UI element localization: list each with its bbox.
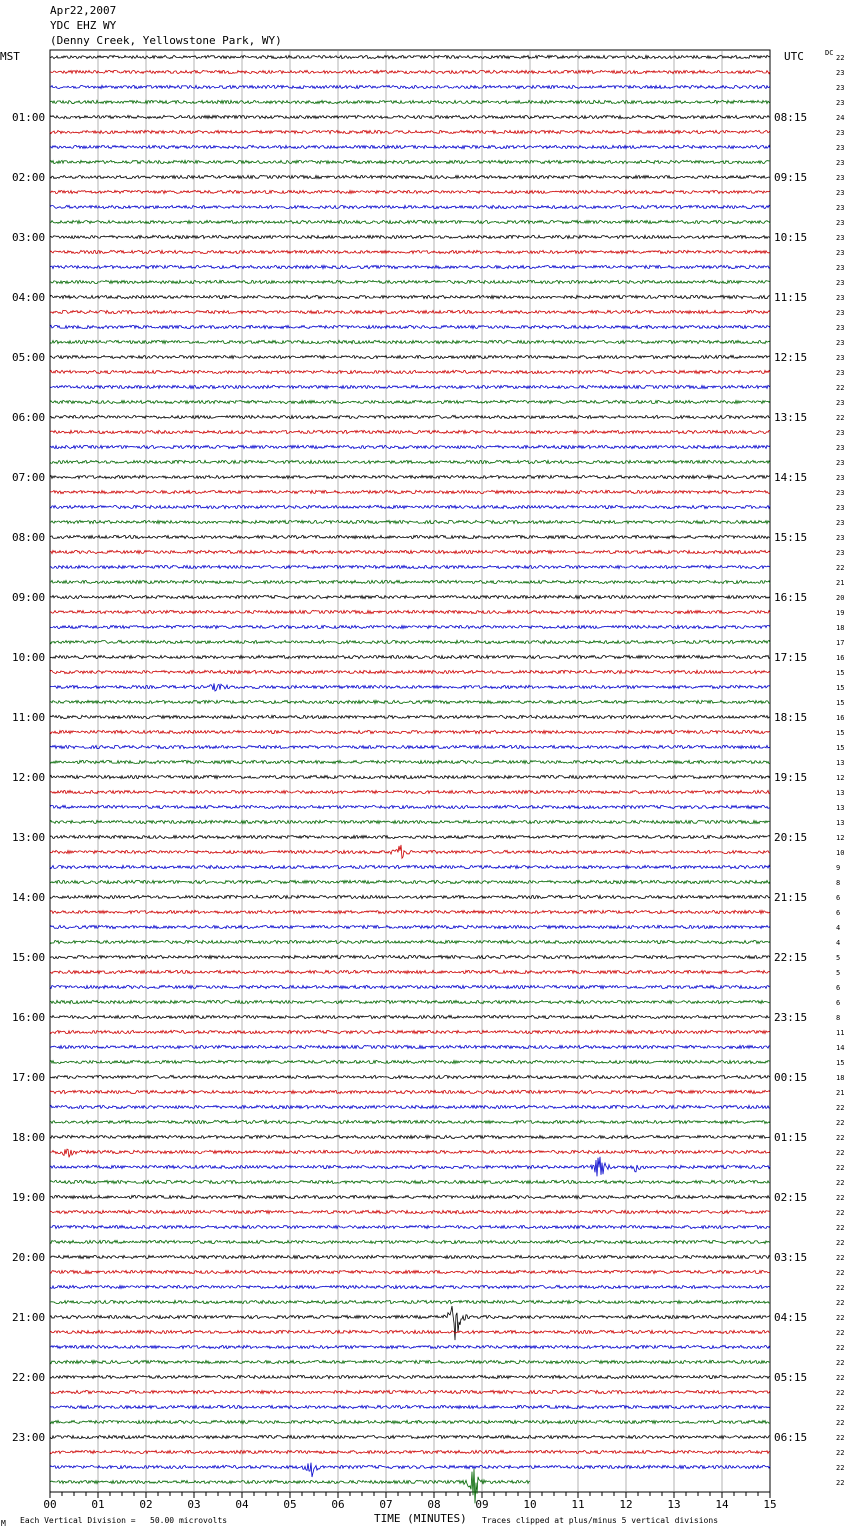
trace-row bbox=[50, 1157, 770, 1177]
header-location: (Denny Creek, Yellowstone Park, WY) bbox=[50, 34, 282, 47]
x-tick-label: 14 bbox=[715, 1498, 729, 1511]
dc-offset-label: 22 bbox=[836, 1224, 845, 1232]
dc-offset-label: 23 bbox=[836, 144, 845, 152]
trace-row bbox=[50, 445, 770, 448]
dc-offset-label: 23 bbox=[836, 69, 845, 77]
trace-row bbox=[50, 55, 770, 58]
dc-offset-label: 22 bbox=[836, 414, 845, 422]
trace-row bbox=[50, 1330, 770, 1333]
trace-row bbox=[50, 1405, 770, 1408]
trace-row bbox=[50, 670, 770, 673]
x-axis-title: TIME (MINUTES) bbox=[374, 1512, 467, 1525]
dc-offset-label: 23 bbox=[836, 249, 845, 257]
dc-offset-label: 22 bbox=[836, 54, 845, 62]
dc-offset-label: 9 bbox=[836, 864, 841, 872]
trace-row bbox=[50, 1180, 770, 1183]
footer-scale-prefix: M bbox=[1, 1519, 6, 1528]
dc-offset-label: 22 bbox=[836, 1434, 845, 1442]
dc-offset-label: 22 bbox=[836, 1314, 845, 1322]
trace-row bbox=[50, 565, 770, 568]
left-hour-label: 04:00 bbox=[12, 291, 46, 304]
trace-row bbox=[50, 190, 770, 193]
dc-offset-label: 12 bbox=[836, 774, 845, 782]
right-hour-label: 14:15 bbox=[774, 471, 808, 484]
dc-offset-label: 22 bbox=[836, 1344, 845, 1352]
dc-offset-label: 22 bbox=[836, 1389, 845, 1397]
trace-row bbox=[50, 1210, 770, 1213]
dc-label: DC bbox=[825, 49, 834, 57]
left-hour-label: 14:00 bbox=[12, 891, 46, 904]
dc-offset-label: 23 bbox=[836, 474, 845, 482]
x-tick-label: 01 bbox=[91, 1498, 105, 1511]
right-hour-label: 06:15 bbox=[774, 1431, 808, 1444]
trace-row bbox=[50, 1450, 770, 1453]
dc-offset-label: 22 bbox=[836, 1329, 845, 1337]
right-hour-label: 02:15 bbox=[774, 1191, 808, 1204]
trace-row bbox=[50, 1060, 770, 1063]
trace-row bbox=[50, 400, 770, 403]
trace-row bbox=[50, 730, 770, 733]
right-hour-label: 19:15 bbox=[774, 771, 808, 784]
dc-offset-label: 22 bbox=[836, 1254, 845, 1262]
trace-row bbox=[50, 580, 770, 583]
left-hour-label: 16:00 bbox=[12, 1011, 46, 1024]
x-tick-label: 11 bbox=[571, 1498, 585, 1511]
dc-offset-label: 22 bbox=[836, 1464, 845, 1472]
right-hour-label: 08:15 bbox=[774, 111, 808, 124]
x-tick-label: 15 bbox=[763, 1498, 777, 1511]
trace-row bbox=[50, 1075, 770, 1078]
trace-row bbox=[50, 1135, 770, 1138]
dc-offset-label: 6 bbox=[836, 894, 841, 902]
trace-row bbox=[50, 490, 770, 493]
trace-row bbox=[50, 70, 770, 73]
trace-row bbox=[50, 940, 770, 943]
trace-row bbox=[50, 700, 770, 703]
dc-offset-label: 6 bbox=[836, 984, 841, 992]
dc-offset-label: 23 bbox=[836, 489, 845, 497]
x-tick-label: 08 bbox=[427, 1498, 441, 1511]
trace-row bbox=[50, 655, 770, 658]
right-hour-label: 05:15 bbox=[774, 1371, 808, 1384]
dc-offset-label: 20 bbox=[836, 594, 845, 602]
trace-row bbox=[50, 460, 770, 463]
footer-scale-note: Each Vertical Division = 50.00 microvolts bbox=[20, 1516, 228, 1525]
dc-offset-label: 16 bbox=[836, 714, 845, 722]
dc-offset-label: 23 bbox=[836, 294, 845, 302]
left-hour-label: 09:00 bbox=[12, 591, 46, 604]
trace-row bbox=[50, 970, 770, 973]
header-station: YDC EHZ WY bbox=[50, 19, 117, 32]
dc-offset-label: 15 bbox=[836, 744, 845, 752]
trace-row bbox=[50, 370, 770, 373]
trace-row bbox=[50, 1375, 770, 1378]
right-hour-label: 09:15 bbox=[774, 171, 808, 184]
dc-offset-label: 23 bbox=[836, 279, 845, 287]
dc-offset-label: 13 bbox=[836, 819, 845, 827]
dc-offset-label: 19 bbox=[836, 609, 845, 617]
dc-offset-label: 23 bbox=[836, 129, 845, 137]
left-hour-label: 05:00 bbox=[12, 351, 46, 364]
trace-row bbox=[50, 805, 770, 808]
right-hour-label: 01:15 bbox=[774, 1131, 808, 1144]
dc-offset-label: 23 bbox=[836, 189, 845, 197]
dc-offset-label: 23 bbox=[836, 459, 845, 467]
dc-offset-label: 23 bbox=[836, 84, 845, 92]
dc-offset-label: 22 bbox=[836, 1119, 845, 1127]
right-hour-label: 10:15 bbox=[774, 231, 808, 244]
dc-offset-label: 23 bbox=[836, 339, 845, 347]
dc-offset-label: 23 bbox=[836, 399, 845, 407]
trace-row bbox=[50, 235, 770, 238]
trace-row bbox=[50, 415, 770, 418]
right-hour-label: 13:15 bbox=[774, 411, 808, 424]
trace-row bbox=[50, 85, 770, 88]
right-hour-label: 18:15 bbox=[774, 711, 808, 724]
trace-row bbox=[50, 220, 770, 223]
chart-traces bbox=[50, 55, 770, 1503]
dc-offset-label: 22 bbox=[836, 564, 845, 572]
dc-offset-label: 14 bbox=[836, 1044, 845, 1052]
dc-offset-label: 23 bbox=[836, 204, 845, 212]
dc-offset-label: 23 bbox=[836, 504, 845, 512]
trace-row bbox=[50, 145, 770, 148]
dc-offset-label: 11 bbox=[836, 1029, 845, 1037]
trace-row bbox=[50, 1360, 770, 1363]
x-tick-label: 13 bbox=[667, 1498, 681, 1511]
dc-offset-label: 22 bbox=[836, 1404, 845, 1412]
dc-offset-label: 23 bbox=[836, 219, 845, 227]
right-hour-label: 03:15 bbox=[774, 1251, 808, 1264]
trace-row bbox=[50, 595, 770, 598]
x-tick-label: 04 bbox=[235, 1498, 249, 1511]
right-hour-label: 12:15 bbox=[774, 351, 808, 364]
dc-offset-label: 23 bbox=[836, 174, 845, 182]
dc-offset-label: 18 bbox=[836, 1074, 845, 1082]
x-tick-label: 12 bbox=[619, 1498, 633, 1511]
left-hour-label: 02:00 bbox=[12, 171, 46, 184]
footer-clip-note: Traces clipped at plus/minus 5 vertical divisions bbox=[482, 1516, 719, 1525]
dc-offset-label: 22 bbox=[836, 1299, 845, 1307]
x-tick-label: 02 bbox=[139, 1498, 153, 1511]
trace-row bbox=[50, 1306, 770, 1340]
x-tick-label: 07 bbox=[379, 1498, 393, 1511]
x-tick-label: 10 bbox=[523, 1498, 537, 1511]
dc-offset-label: 21 bbox=[836, 1089, 845, 1097]
trace-row bbox=[50, 865, 770, 868]
trace-row bbox=[50, 745, 770, 748]
trace-row bbox=[50, 955, 770, 958]
dc-offset-label: 22 bbox=[836, 1164, 845, 1172]
trace-row bbox=[50, 760, 770, 763]
dc-offset-label: 23 bbox=[836, 444, 845, 452]
trace-row bbox=[50, 895, 770, 898]
trace-row bbox=[50, 1420, 770, 1423]
trace-row bbox=[50, 1435, 770, 1438]
trace-row bbox=[50, 1015, 770, 1018]
dc-offset-label: 6 bbox=[836, 999, 841, 1007]
trace-row bbox=[50, 1030, 770, 1033]
x-tick-label: 00 bbox=[43, 1498, 57, 1511]
right-hour-label: 17:15 bbox=[774, 651, 808, 664]
dc-offset-label: 4 bbox=[836, 939, 841, 947]
dc-offset-label: 23 bbox=[836, 534, 845, 542]
trace-row bbox=[50, 1195, 770, 1198]
left-hour-label: 20:00 bbox=[12, 1251, 46, 1264]
trace-row bbox=[50, 355, 770, 358]
dc-offset-label: 23 bbox=[836, 99, 845, 107]
left-hour-label: 06:00 bbox=[12, 411, 46, 424]
trace-row bbox=[50, 715, 770, 718]
dc-offset-label: 22 bbox=[836, 384, 845, 392]
dc-offset-label: 8 bbox=[836, 1014, 841, 1022]
trace-row bbox=[50, 100, 770, 103]
dc-offset-label: 17 bbox=[836, 639, 845, 647]
left-hour-label: 22:00 bbox=[12, 1371, 46, 1384]
trace-row bbox=[50, 1390, 770, 1393]
right-hour-label: 15:15 bbox=[774, 531, 808, 544]
trace-row bbox=[50, 610, 770, 613]
dc-offset-label: 23 bbox=[836, 429, 845, 437]
dc-offset-label: 22 bbox=[836, 1104, 845, 1112]
trace-row bbox=[50, 625, 770, 628]
left-hour-label: 17:00 bbox=[12, 1071, 46, 1084]
dc-offset-label: 23 bbox=[836, 519, 845, 527]
dc-offset-label: 23 bbox=[836, 309, 845, 317]
dc-offset-label: 22 bbox=[836, 1419, 845, 1427]
trace-row bbox=[50, 430, 770, 433]
trace-row bbox=[50, 1255, 770, 1258]
dc-offset-label: 23 bbox=[836, 369, 845, 377]
trace-row bbox=[50, 520, 770, 523]
trace-row bbox=[50, 1285, 770, 1288]
left-hour-label: 15:00 bbox=[12, 951, 46, 964]
dc-offset-label: 22 bbox=[836, 1239, 845, 1247]
dc-offset-label: 22 bbox=[836, 1149, 845, 1157]
right-hour-label: 00:15 bbox=[774, 1071, 808, 1084]
trace-row bbox=[50, 1000, 770, 1003]
dc-offset-label: 15 bbox=[836, 669, 845, 677]
trace-row bbox=[50, 550, 770, 553]
left-hour-label: 07:00 bbox=[12, 471, 46, 484]
trace-row bbox=[50, 250, 770, 253]
trace-row bbox=[50, 160, 770, 163]
left-hour-label: 03:00 bbox=[12, 231, 46, 244]
dc-offset-label: 23 bbox=[836, 234, 845, 242]
dc-offset-label: 22 bbox=[836, 1134, 845, 1142]
trace-row bbox=[50, 535, 770, 538]
dc-offset-label: 13 bbox=[836, 789, 845, 797]
trace-row bbox=[50, 835, 770, 838]
trace-row bbox=[50, 880, 770, 883]
trace-row bbox=[50, 925, 770, 928]
trace-row bbox=[50, 1240, 770, 1243]
trace-row bbox=[50, 683, 770, 691]
dc-offset-label: 22 bbox=[836, 1209, 845, 1217]
right-hour-label: 21:15 bbox=[774, 891, 808, 904]
trace-row bbox=[50, 1105, 770, 1108]
trace-row bbox=[50, 325, 770, 328]
dc-offset-label: 24 bbox=[836, 114, 845, 122]
trace-row bbox=[50, 340, 770, 343]
right-hour-label: 20:15 bbox=[774, 831, 808, 844]
left-hour-label: 19:00 bbox=[12, 1191, 46, 1204]
dc-offset-label: 15 bbox=[836, 684, 845, 692]
dc-offset-label: 22 bbox=[836, 1269, 845, 1277]
left-hour-label: 01:00 bbox=[12, 111, 46, 124]
dc-offset-label: 8 bbox=[836, 879, 841, 887]
left-hour-label: 08:00 bbox=[12, 531, 46, 544]
dc-offset-label: 23 bbox=[836, 264, 845, 272]
trace-row bbox=[50, 265, 770, 268]
dc-offset-label: 5 bbox=[836, 954, 841, 962]
trace-row bbox=[50, 775, 770, 778]
dc-offset-label: 6 bbox=[836, 909, 841, 917]
trace-row bbox=[50, 640, 770, 643]
trace-row bbox=[50, 1090, 770, 1093]
x-tick-label: 03 bbox=[187, 1498, 201, 1511]
left-hour-label: 21:00 bbox=[12, 1311, 46, 1324]
trace-row bbox=[50, 1345, 770, 1348]
dc-offset-label: 16 bbox=[836, 654, 845, 662]
trace-row bbox=[50, 115, 770, 118]
left-hour-label: 12:00 bbox=[12, 771, 46, 784]
dc-offset-label: 10 bbox=[836, 849, 845, 857]
trace-row bbox=[50, 310, 770, 313]
trace-row bbox=[50, 505, 770, 508]
dc-offset-label: 13 bbox=[836, 759, 845, 767]
dc-offset-label: 23 bbox=[836, 549, 845, 557]
dc-offset-label: 22 bbox=[836, 1479, 845, 1487]
trace-row bbox=[50, 820, 770, 823]
dc-offset-label: 22 bbox=[836, 1179, 845, 1187]
dc-offset-label: 15 bbox=[836, 699, 845, 707]
dc-offset-label: 15 bbox=[836, 729, 845, 737]
dc-offset-label: 22 bbox=[836, 1194, 845, 1202]
trace-row bbox=[50, 1270, 770, 1273]
dc-offset-label: 13 bbox=[836, 804, 845, 812]
trace-row bbox=[50, 1045, 770, 1048]
right-hour-label: 22:15 bbox=[774, 951, 808, 964]
left-timezone-label: MST bbox=[0, 50, 20, 63]
left-hour-label: 18:00 bbox=[12, 1131, 46, 1144]
right-hour-label: 04:15 bbox=[774, 1311, 808, 1324]
right-timezone-label: UTC bbox=[784, 50, 804, 63]
trace-row bbox=[50, 295, 770, 298]
header-date: Apr22,2007 bbox=[50, 4, 117, 17]
trace-row bbox=[50, 130, 770, 133]
right-hour-label: 23:15 bbox=[774, 1011, 808, 1024]
trace-row bbox=[50, 1225, 770, 1228]
trace-row bbox=[50, 175, 770, 178]
dc-offset-label: 4 bbox=[836, 924, 841, 932]
trace-row bbox=[50, 280, 770, 283]
chart-x-axis bbox=[43, 1492, 776, 1511]
dc-offset-label: 22 bbox=[836, 1374, 845, 1382]
trace-row bbox=[50, 385, 770, 388]
right-hour-label: 16:15 bbox=[774, 591, 808, 604]
trace-row bbox=[50, 1120, 770, 1123]
trace-row bbox=[50, 985, 770, 988]
left-hour-label: 23:00 bbox=[12, 1431, 46, 1444]
right-hour-label: 11:15 bbox=[774, 291, 808, 304]
trace-row bbox=[50, 1463, 770, 1477]
trace-row bbox=[50, 910, 770, 913]
dc-offset-label: 23 bbox=[836, 354, 845, 362]
trace-row bbox=[50, 1149, 770, 1157]
x-tick-label: 05 bbox=[283, 1498, 297, 1511]
trace-row bbox=[50, 845, 770, 858]
trace-row bbox=[50, 475, 770, 478]
trace-row bbox=[50, 205, 770, 208]
dc-offset-label: 23 bbox=[836, 159, 845, 167]
dc-offset-label: 22 bbox=[836, 1449, 845, 1457]
dc-offset-label: 15 bbox=[836, 1059, 845, 1067]
x-tick-label: 09 bbox=[475, 1498, 489, 1511]
dc-offset-label: 22 bbox=[836, 1359, 845, 1367]
dc-offset-label: 21 bbox=[836, 579, 845, 587]
left-hour-label: 13:00 bbox=[12, 831, 46, 844]
dc-offset-label: 23 bbox=[836, 324, 845, 332]
dc-offset-label: 5 bbox=[836, 969, 841, 977]
left-hour-label: 11:00 bbox=[12, 711, 46, 724]
left-hour-label: 10:00 bbox=[12, 651, 46, 664]
trace-row bbox=[50, 790, 770, 793]
dc-offset-label: 22 bbox=[836, 1284, 845, 1292]
x-tick-label: 06 bbox=[331, 1498, 345, 1511]
dc-offset-label: 12 bbox=[836, 834, 845, 842]
trace-row bbox=[50, 1300, 770, 1303]
dc-offset-label: 18 bbox=[836, 624, 845, 632]
